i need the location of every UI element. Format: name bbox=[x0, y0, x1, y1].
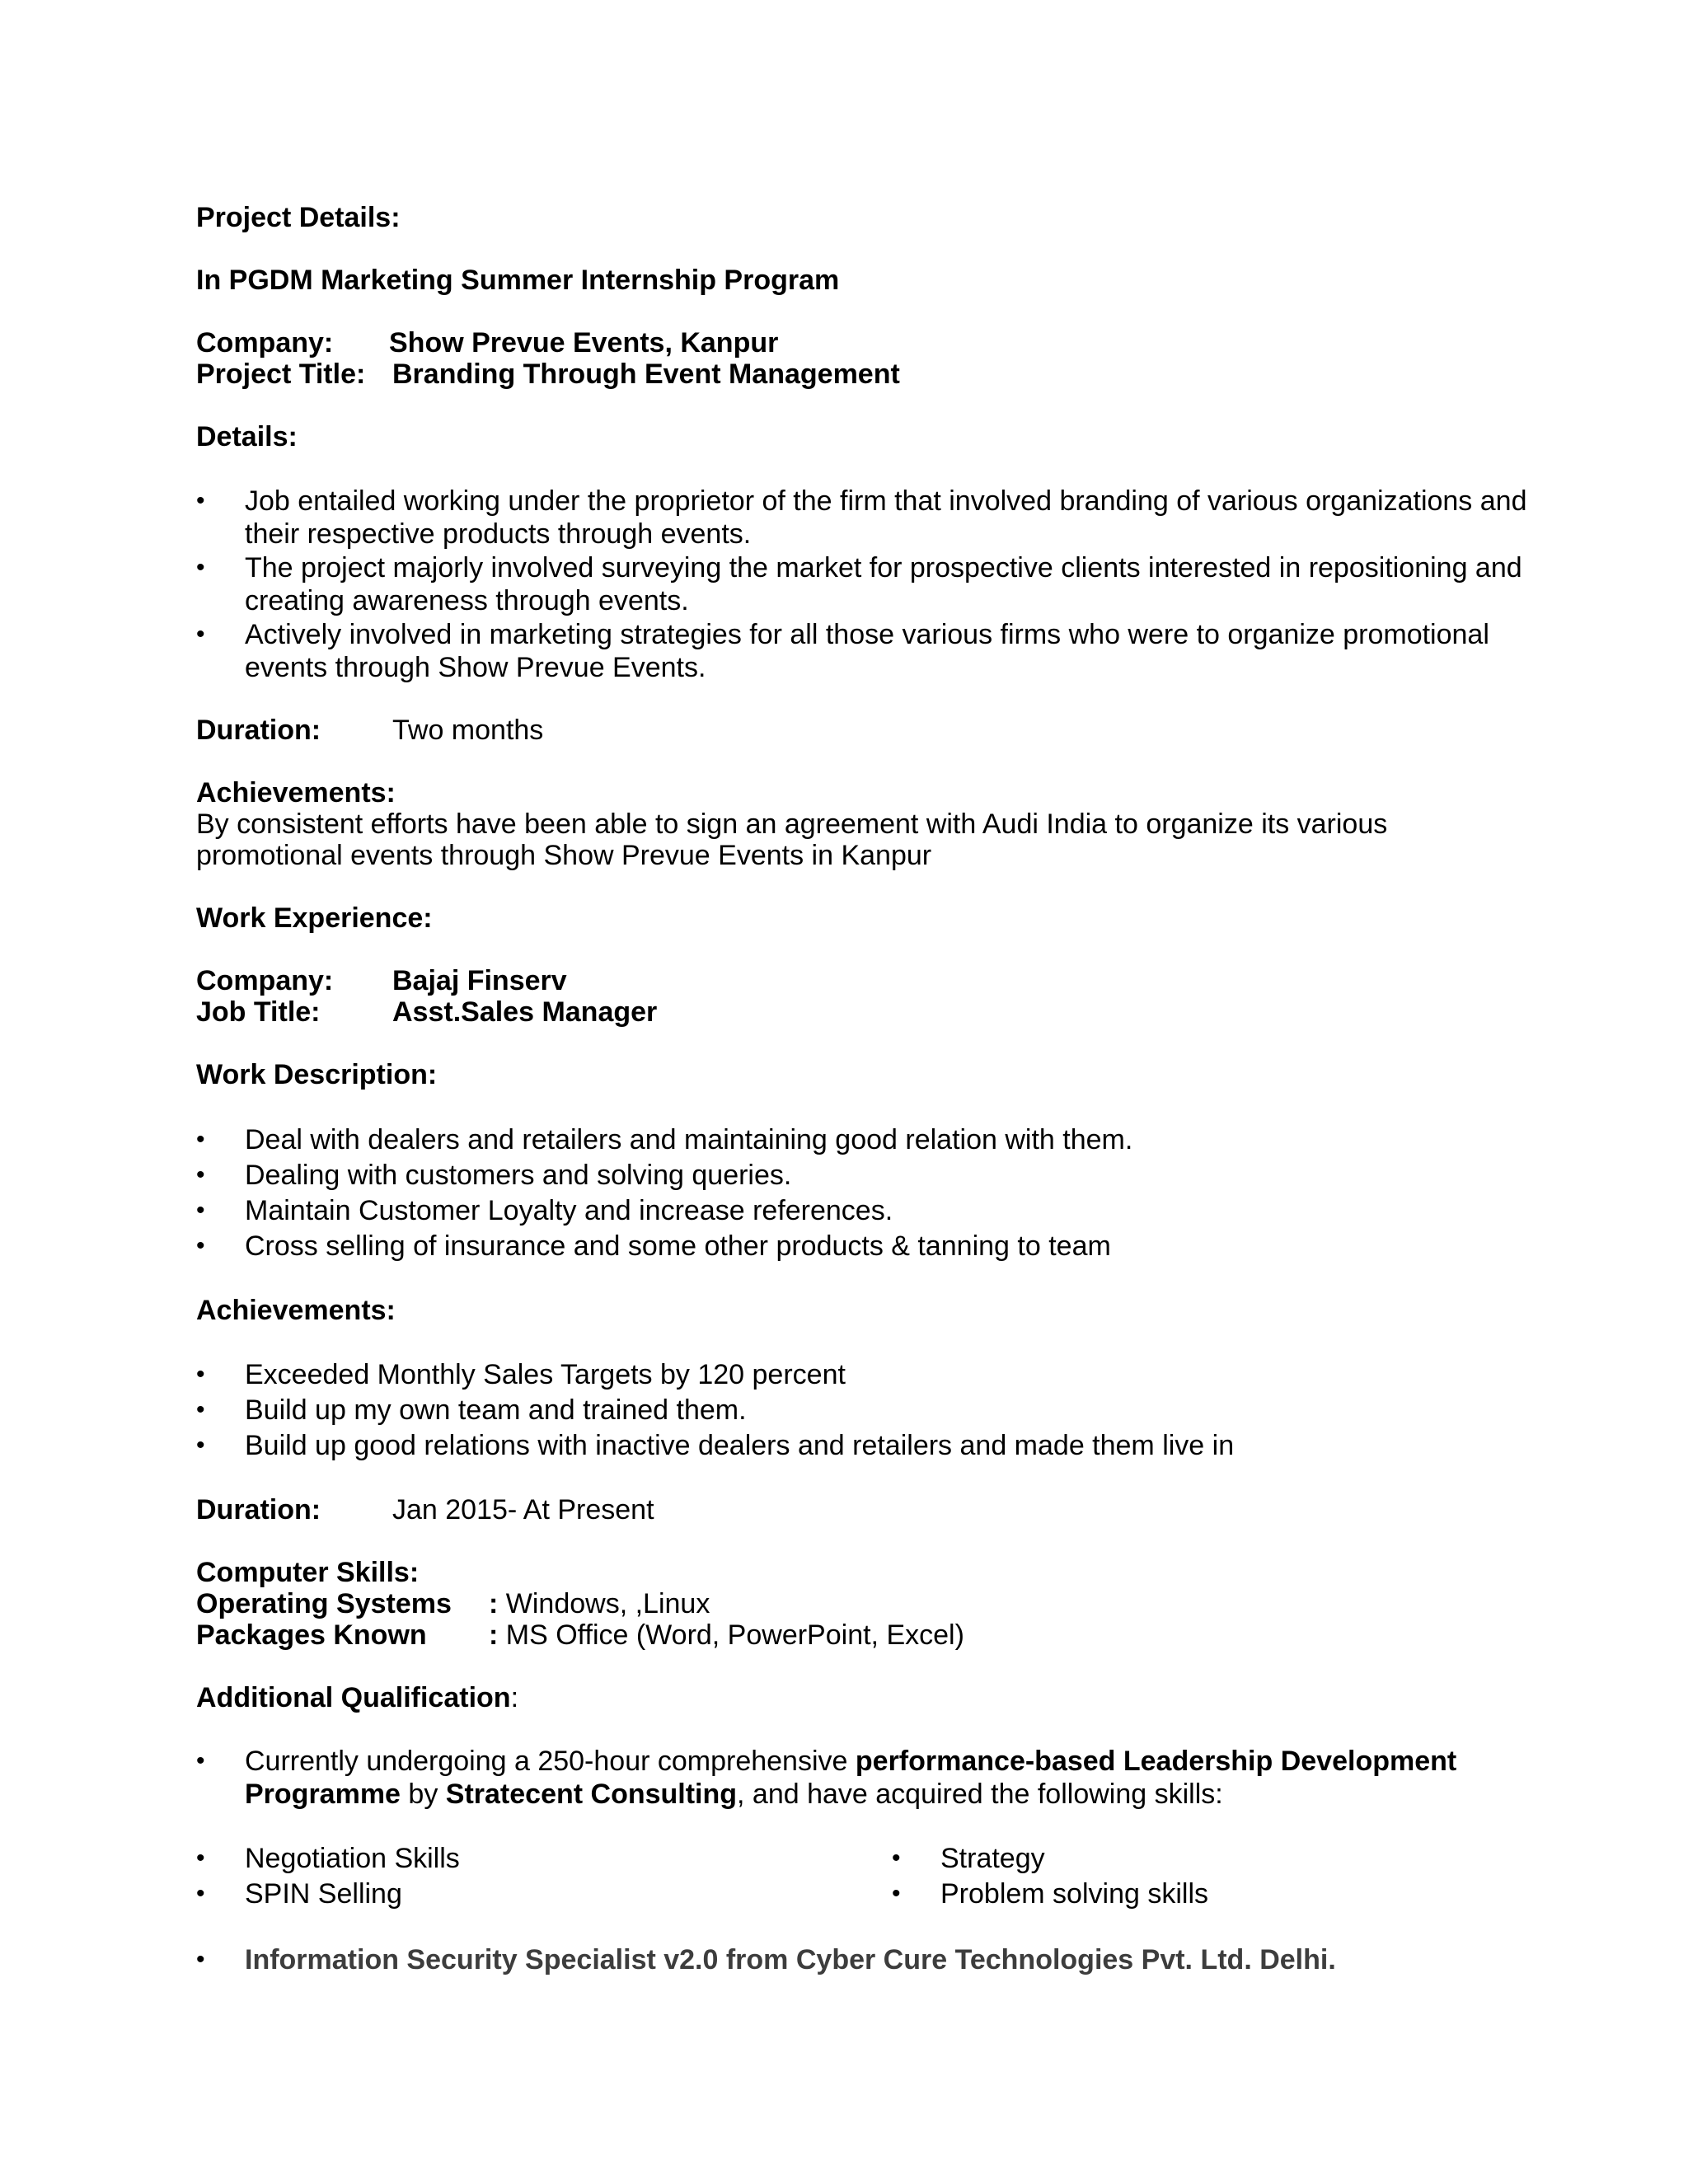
bullet-icon: • bbox=[196, 1432, 205, 1459]
computer-skills-heading: Computer Skills: bbox=[196, 1557, 420, 1588]
work-company-label: Company: bbox=[196, 965, 334, 996]
additional-qualification-heading: Additional Qualification: bbox=[196, 1682, 519, 1713]
work-description-heading: Work Description: bbox=[196, 1059, 438, 1090]
work-experience-heading: Work Experience: bbox=[196, 902, 433, 934]
list-item: Problem solving skills bbox=[940, 1878, 1208, 1910]
list-item: Exceeded Monthly Sales Targets by 120 percent bbox=[245, 1359, 846, 1390]
project-achievements-heading: Achievements: bbox=[196, 777, 396, 808]
project-duration-value: Two months bbox=[392, 715, 544, 746]
bullet-icon: • bbox=[196, 621, 205, 648]
list-item: Build up my own team and trained them. bbox=[245, 1394, 747, 1426]
details-item-line: creating awareness through events. bbox=[245, 585, 689, 616]
project-title-label: Project Title: bbox=[196, 359, 366, 390]
list-item: Dealing with customers and solving queries. bbox=[245, 1160, 792, 1191]
list-item: Strategy bbox=[940, 1843, 1045, 1874]
list-item: SPIN Selling bbox=[245, 1878, 402, 1910]
bullet-icon: • bbox=[196, 487, 205, 514]
details-item-line: their respective products through events. bbox=[245, 518, 752, 550]
qualification-line: Programme by Stratecent Consulting, and have acquired the following skills: bbox=[245, 1779, 1223, 1810]
project-company-label: Company: bbox=[196, 327, 334, 359]
bullet-icon: • bbox=[196, 1396, 205, 1423]
job-title-value: Asst.Sales Manager bbox=[392, 996, 658, 1028]
details-heading: Details: bbox=[196, 421, 298, 452]
bullet-icon: • bbox=[196, 1232, 205, 1259]
project-achievements-text: By consistent efforts have been able to sign an agreement with Audi India to organize its various bbox=[196, 808, 1388, 840]
packages-label: Packages Known bbox=[196, 1619, 427, 1651]
project-duration-label: Duration: bbox=[196, 715, 321, 746]
project-company-value: Show Prevue Events, Kanpur bbox=[389, 327, 779, 359]
bullet-icon: • bbox=[196, 1880, 205, 1907]
work-duration-label: Duration: bbox=[196, 1494, 321, 1526]
work-duration-value: Jan 2015- At Present bbox=[392, 1494, 654, 1526]
information-security-certification: Information Security Specialist v2.0 from Cyber Cure Technologies Pvt. Ltd. Delhi. bbox=[245, 1944, 1336, 1975]
bullet-icon: • bbox=[892, 1880, 901, 1907]
details-item-line: The project majorly involved surveying the market for prospective clients interested in repositioning and bbox=[245, 552, 1522, 583]
list-item: Build up good relations with inactive dealers and retailers and made them live in bbox=[245, 1430, 1235, 1461]
bullet-icon: • bbox=[196, 554, 205, 581]
bullet-icon: • bbox=[196, 1197, 205, 1224]
packages-value: : MS Office (Word, PowerPoint, Excel) bbox=[489, 1619, 964, 1651]
details-item-line: Actively involved in marketing strategies for all those various firms who were to organize promotional bbox=[245, 619, 1489, 650]
details-item-line: Job entailed working under the proprietor of the firm that involved branding of various organizations and bbox=[245, 485, 1527, 517]
qualification-line: Currently undergoing a 250-hour comprehensive performance-based Leadership Development bbox=[245, 1746, 1457, 1777]
work-company-value: Bajaj Finserv bbox=[392, 965, 567, 996]
list-item: Negotiation Skills bbox=[245, 1843, 460, 1874]
project-achievements-text: promotional events through Show Prevue Events in Kanpur bbox=[196, 840, 932, 871]
list-item: Deal with dealers and retailers and maintaining good relation with them. bbox=[245, 1124, 1133, 1155]
list-item: Maintain Customer Loyalty and increase references. bbox=[245, 1195, 893, 1226]
os-label: Operating Systems bbox=[196, 1588, 452, 1619]
bullet-icon: • bbox=[196, 1126, 205, 1153]
bullet-icon: • bbox=[892, 1844, 901, 1872]
internship-program: In PGDM Marketing Summer Internship Program bbox=[196, 265, 840, 296]
os-value: : Windows, ,Linux bbox=[489, 1588, 710, 1619]
bullet-icon: • bbox=[196, 1161, 205, 1188]
project-title-value: Branding Through Event Management bbox=[392, 359, 900, 390]
list-item: Cross selling of insurance and some other products & tanning to team bbox=[245, 1230, 1111, 1262]
job-title-label: Job Title: bbox=[196, 996, 321, 1028]
work-achievements-heading: Achievements: bbox=[196, 1295, 396, 1326]
bullet-icon: • bbox=[196, 1747, 205, 1774]
bullet-icon: • bbox=[196, 1361, 205, 1388]
bullet-icon: • bbox=[196, 1946, 205, 1973]
bullet-icon: • bbox=[196, 1844, 205, 1872]
project-details-heading: Project Details: bbox=[196, 202, 401, 233]
details-item-line: events through Show Prevue Events. bbox=[245, 652, 706, 683]
